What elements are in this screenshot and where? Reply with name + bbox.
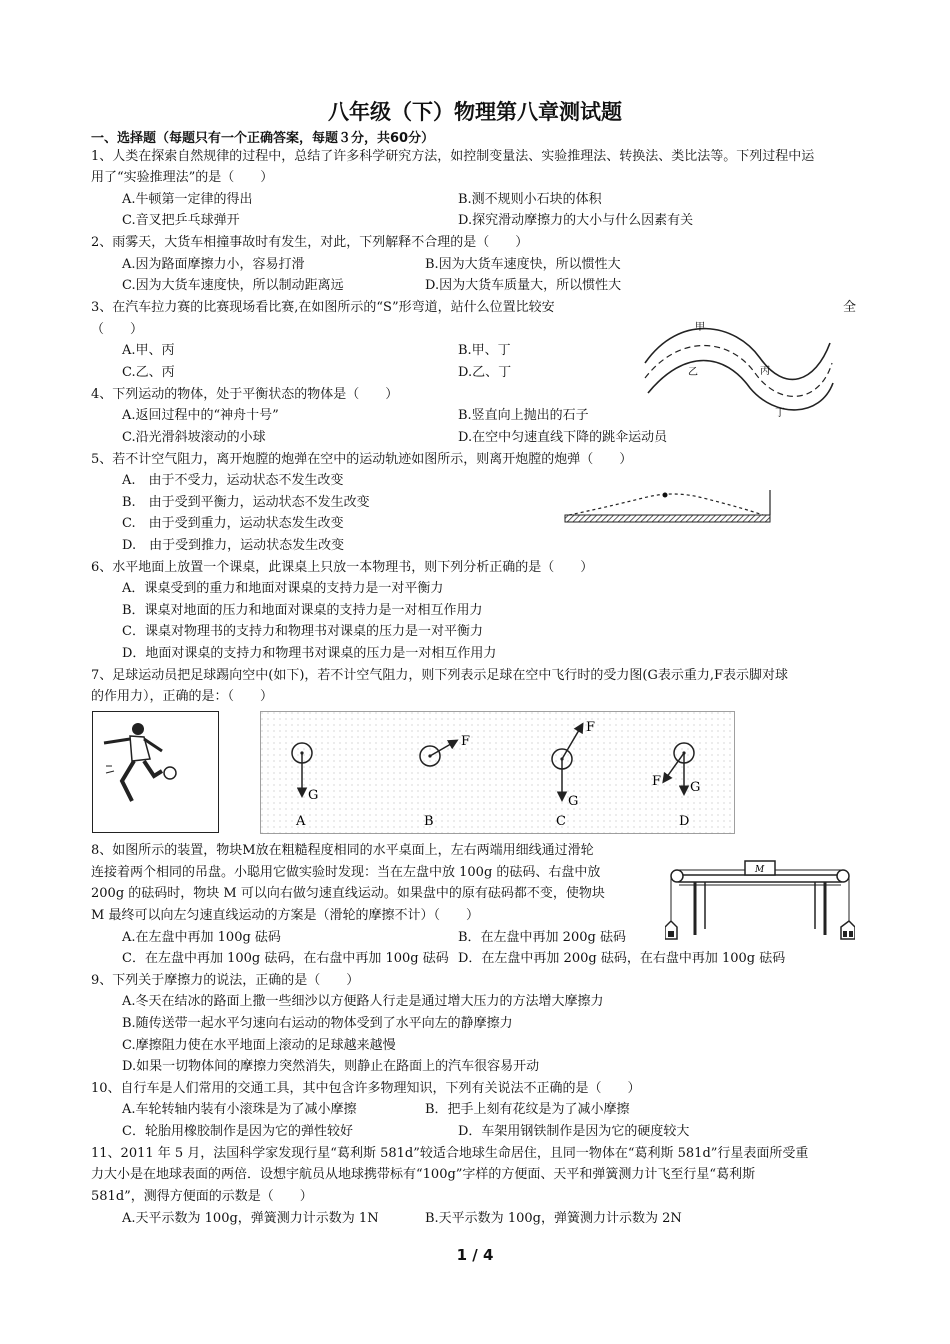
right-pulley-icon <box>837 870 849 882</box>
q8-stem-line1: 8、如图所示的装置，物块M放在粗糙程度相同的水平桌面上，左右两端用细线通过滑轮 <box>91 843 594 858</box>
svg-text:F: F <box>586 720 596 735</box>
q8-option-d: D．在左盘中再加 200g 砝码，在右盘中再加 100g 砝码 <box>458 951 786 966</box>
left-pulley-icon <box>671 870 683 882</box>
q1-option-a: A.牛顿第一定律的得出 <box>122 192 253 207</box>
svg-text:G: G <box>568 794 579 809</box>
q9-option-d: D.如果一切物体间的摩擦力突然消失，则静止在路面上的汽车很容易开动 <box>122 1059 540 1074</box>
q9-stem: 9、下列关于摩擦力的说法，正确的是（ ） <box>91 973 360 988</box>
page-number: 1 / 4 <box>456 1246 494 1264</box>
shell-icon <box>663 493 668 498</box>
q10-option-b: B．把手上刻有花纹是为了减小摩擦 <box>425 1102 630 1117</box>
q8-stem-line3: 200g 的砝码时，物块 M 可以向右做匀速直线运动。如果盘中的原有砝码都不变，使物块 <box>91 886 605 901</box>
q7-stem-line1: 7、足球运动员把足球踢向空中(如下)，若不计空气阻力，则下列表示足球在空中飞行时的受力图(G表示重力,F表示脚对球 <box>91 668 789 683</box>
svg-text:A: A <box>296 814 306 829</box>
q11-stem-line1: 11、2011 年 5 月，法国科学家发现行星“葛利斯 581d”较适合地球生命居住，且同一物体在“葛利斯 581d”行星表面所受重 <box>91 1146 809 1161</box>
q3-stem-end: 全 <box>843 300 857 315</box>
q1-option-d: D.探究滑动摩擦力的大小与什么因素有关 <box>458 213 694 228</box>
label-bing: 丙 <box>760 366 770 377</box>
svg-text:G: G <box>308 788 319 803</box>
svg-text:G: G <box>690 780 701 795</box>
svg-text:M: M <box>755 865 765 875</box>
label-jia: 甲 <box>695 322 705 333</box>
label-yi: 乙 <box>688 367 698 378</box>
q6-option-a: A．课桌受到的重力和地面对课桌的支持力是一对平衡力 <box>122 581 444 596</box>
pulley-table-figure <box>665 855 855 943</box>
label-ding: 丁 <box>775 408 785 418</box>
q8-option-c: C．在左盘中再加 100g 砝码，在右盘中再加 100g 砝码 <box>122 951 449 966</box>
q2-option-c: C.因为大货车速度快，所以制动距离远 <box>122 278 344 293</box>
q1-option-c: C.音叉把乒乓球弹开 <box>122 213 240 228</box>
q5-stem: 5、若不计空气阻力，离开炮膛的炮弹在空中的运动轨迹如图所示，则离开炮膛的炮弹（ ） <box>91 452 633 467</box>
q6-option-d: D．地面对课桌的支持力和物理书对课桌的压力是一对相互作用力 <box>122 646 497 661</box>
q1-option-b: B.测不规则小石块的体积 <box>458 192 602 207</box>
q8-option-a: A.在左盘中再加 100g 砝码 <box>122 930 281 945</box>
q11-stem-line3: 581d”，测得方便面的示数是（ ） <box>91 1189 313 1204</box>
q5-option-c: C. 由于受到重力，运动状态发生改变 <box>122 516 344 531</box>
projectile-trajectory-figure <box>563 486 775 526</box>
q10-option-c: C．轮胎用橡胶制作是因为它的弹性较好 <box>122 1124 353 1139</box>
q5-option-b: B. 由于受到平衡力，运动状态不发生改变 <box>122 495 370 510</box>
s-curve-road-figure <box>640 318 835 418</box>
q1-stem-line2: 用了“实验推理法”的是（ ） <box>91 170 274 185</box>
svg-text:C: C <box>556 814 566 829</box>
svg-text:F: F <box>461 734 471 749</box>
q9-option-a: A.冬天在结冰的路面上撒一些细沙以方便路人行走是通过增大压力的方法增大摩擦力 <box>122 994 604 1009</box>
q9-option-b: B.随传送带一起水平匀速向右运动的物体受到了水平向左的静摩擦力 <box>122 1016 513 1031</box>
q4-option-a: A.返回过程中的“神舟十号” <box>122 408 279 423</box>
q3-stem: 3、在汽车拉力赛的比赛现场看比赛,在如图所示的“S”形弯道，站什么位置比较安 <box>91 300 555 315</box>
q3-option-a: A.甲、丙 <box>122 343 175 358</box>
q11-stem-line2: 力大小是在地球表面的两倍．设想宇航员从地球携带标有“100g”字样的方便面、天平和弹簧测力计飞至行星“葛利斯 <box>91 1167 756 1182</box>
q11-option-a: A.天平示数为 100g，弹簧测力计示数为 1N <box>122 1211 379 1226</box>
q2-option-d: D.因为大货车质量大，所以惯性大 <box>425 278 622 293</box>
q3-option-c: C.乙、丙 <box>122 365 175 380</box>
q4-option-d: D.在空中匀速直线下降的跳伞运动员 <box>458 430 668 445</box>
q4-stem: 4、下列运动的物体，处于平衡状态的物体是（ ） <box>91 387 399 402</box>
q1-stem-line1: 1、人类在探索自然规律的过程中，总结了许多科学研究方法，如控制变量法、实验推理法、转换法、类比法等。下列过程中运 <box>91 149 815 164</box>
q10-option-d: D．车架用钢铁制作是因为它的硬度较大 <box>458 1124 690 1139</box>
q9-option-c: C.摩擦阻力使在水平地面上滚动的足球越来越慢 <box>122 1038 396 1053</box>
q6-option-b: B．课桌对地面的压力和地面对课桌的支持力是一对相互作用力 <box>122 603 483 618</box>
svg-text:B: B <box>424 814 434 829</box>
soccer-ball-icon <box>164 767 176 779</box>
q10-option-a: A.车轮转轴内装有小滚珠是为了减小摩擦 <box>122 1102 357 1117</box>
q5-option-d: D. 由于受到推力，运动状态发生改变 <box>122 538 345 553</box>
q3-option-b: B.甲、丁 <box>458 343 511 358</box>
q3-paren: （ ） <box>91 322 144 337</box>
page-title: 八年级（下）物理第八章测试题 <box>328 100 622 124</box>
q2-option-a: A.因为路面摩擦力小，容易打滑 <box>122 257 305 272</box>
q2-stem: 2、雨雾天，大货车相撞事故时有发生，对此，下列解释不合理的是（ ） <box>91 235 529 250</box>
section-heading: 一、选择题（每题只有一个正确答案，每题３分，共60分） <box>91 131 435 146</box>
force-diagrams-figure <box>260 711 735 834</box>
svg-text:D: D <box>679 814 690 829</box>
q7-stem-line2: 的作用力），正确的是：（ ） <box>91 689 274 704</box>
q4-option-c: C.沿光滑斜坡滚动的小球 <box>122 430 266 445</box>
q4-option-b: B.竖直向上抛出的石子 <box>458 408 589 423</box>
q11-option-b: B.天平示数为 100g，弹簧测力计示数为 2N <box>425 1211 682 1226</box>
q8-option-b: B．在左盘中再加 200g 砝码 <box>458 930 626 945</box>
q6-stem: 6、水平地面上放置一个课桌，此课桌上只放一本物理书，则下列分析正确的是（ ） <box>91 560 594 575</box>
q8-stem-line4: M 最终可以向左匀速直线运动的方案是（滑轮的摩擦不计）（ ） <box>91 908 479 923</box>
q5-option-a: A. 由于不受力，运动状态不发生改变 <box>122 473 344 488</box>
q2-option-b: B.因为大货车速度快，所以惯性大 <box>425 257 621 272</box>
q3-option-d: D.乙、丁 <box>458 365 512 380</box>
q6-option-c: C．课桌对物理书的支持力和物理书对课桌的压力是一对平衡力 <box>122 624 483 639</box>
svg-text:F: F <box>652 774 662 789</box>
q8-stem-line2: 连接着两个相同的吊盘。小聪用它做实验时发现：当在左盘中放 100g 的砝码、右盘中放 <box>91 865 601 880</box>
q10-stem: 10、自行车是人们常用的交通工具，其中包含许多物理知识，下列有关说法不正确的是（ ） <box>91 1081 641 1096</box>
soccer-player-figure <box>92 711 220 834</box>
